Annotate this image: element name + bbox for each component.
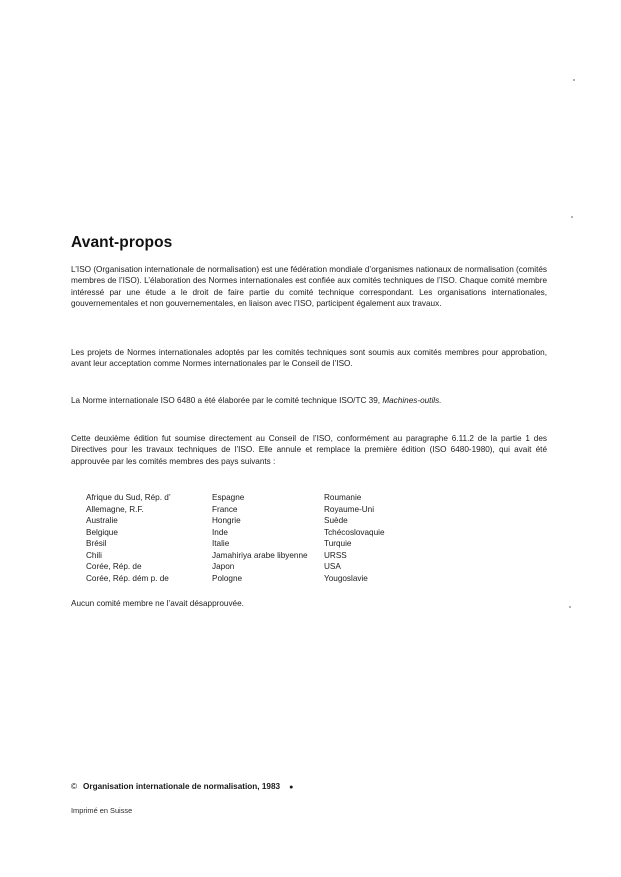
- disapproval-note: Aucun comité membre ne l’avait désapprouvée.: [71, 599, 244, 608]
- country-name: Corée, Rép. de: [86, 562, 142, 571]
- standard-paragraph: [71, 395, 547, 406]
- country-name: Chili: [86, 550, 102, 560]
- country-name: France: [212, 504, 238, 514]
- country-name: Inde: [212, 527, 228, 537]
- country-row: [86, 538, 506, 550]
- country-name: Royaume-Uni: [324, 504, 375, 514]
- bullet-icon: ●: [289, 784, 294, 791]
- country-name: Suède: [324, 516, 348, 525]
- country-name: USA: [324, 562, 341, 571]
- copyright-line: [71, 782, 293, 791]
- country-name: Jamahiriya arabe libyenne: [212, 550, 308, 560]
- country-row: [86, 550, 506, 562]
- edition-paragraph: Cette deuxième édition fut soumise directement au Conseil de l’ISO, conformément au paragraphe 6.11.2 de la partie 1 des Directives pour les travaux techniques de l’ISO. Elle annule et remplace la première édition (ISO 6480-1980), qui avait été approuvée par les comités membres des pays suivants :: [71, 434, 547, 466]
- country-name: Japon: [212, 562, 235, 571]
- country-name: Australie: [86, 516, 118, 525]
- member-countries-list: [86, 492, 506, 584]
- approval-paragraph: Les projets de Normes internationales adoptés par les comités techniques sont soumis aux comités membres pour approbation, avant leur acceptation comme Normes internationales par le Conseil de l’ISO.: [71, 348, 547, 369]
- country-name: Afrique du Sud, Rép. d’: [86, 493, 171, 502]
- country-row: [86, 504, 506, 516]
- page-title: Avant-propos: [71, 234, 173, 251]
- country-name: Tchécoslovaquie: [324, 527, 385, 537]
- country-name: Brésil: [86, 539, 107, 548]
- country-name: URSS: [324, 550, 347, 560]
- committee-name: Machines-outils.: [382, 396, 442, 405]
- country-row: [86, 573, 506, 585]
- country-name: Roumanie: [324, 493, 362, 502]
- country-name: Corée, Rép. dém p. de: [86, 573, 169, 583]
- country-name: Yougoslavie: [324, 573, 368, 583]
- country-name: Allemagne, R.F.: [86, 504, 144, 514]
- country-row: [86, 561, 506, 573]
- intro-paragraph: L’ISO (Organisation internationale de normalisation) est une fédération mondiale d’organismes nationaux de normalisation (comités membres de l’ISO). L’élaboration des Normes internationales est confiée aux comités techniques de l’ISO. Chaque comité membre intéressé par une étude a le droit de faire partie du comité technique correspondant. Les organisations internationales, gouvernementales et non gouvernementales, en liaison avec l’ISO, participent également aux travaux.: [71, 265, 547, 309]
- country-name: Hongrie: [212, 516, 241, 525]
- scan-speck: [571, 216, 573, 218]
- country-row: [86, 527, 506, 539]
- country-name: Italie: [212, 539, 230, 548]
- country-name: Belgique: [86, 527, 118, 537]
- country-row: [86, 515, 506, 527]
- country-name: Turquie: [324, 539, 352, 548]
- printed-in-note: Imprimé en Suisse: [71, 806, 133, 815]
- scan-speck: [573, 79, 575, 81]
- country-name: Espagne: [212, 493, 245, 502]
- country-name: Pologne: [212, 573, 243, 583]
- standard-text: La Norme internationale ISO 6480 a été élaborée par le comité technique ISO/TC 39,: [71, 396, 381, 405]
- copyright-text: Organisation internationale de normalisation, 1983: [83, 782, 281, 791]
- copyright-symbol: ©: [71, 782, 78, 791]
- scan-speck: [569, 606, 571, 608]
- country-row: [86, 492, 506, 504]
